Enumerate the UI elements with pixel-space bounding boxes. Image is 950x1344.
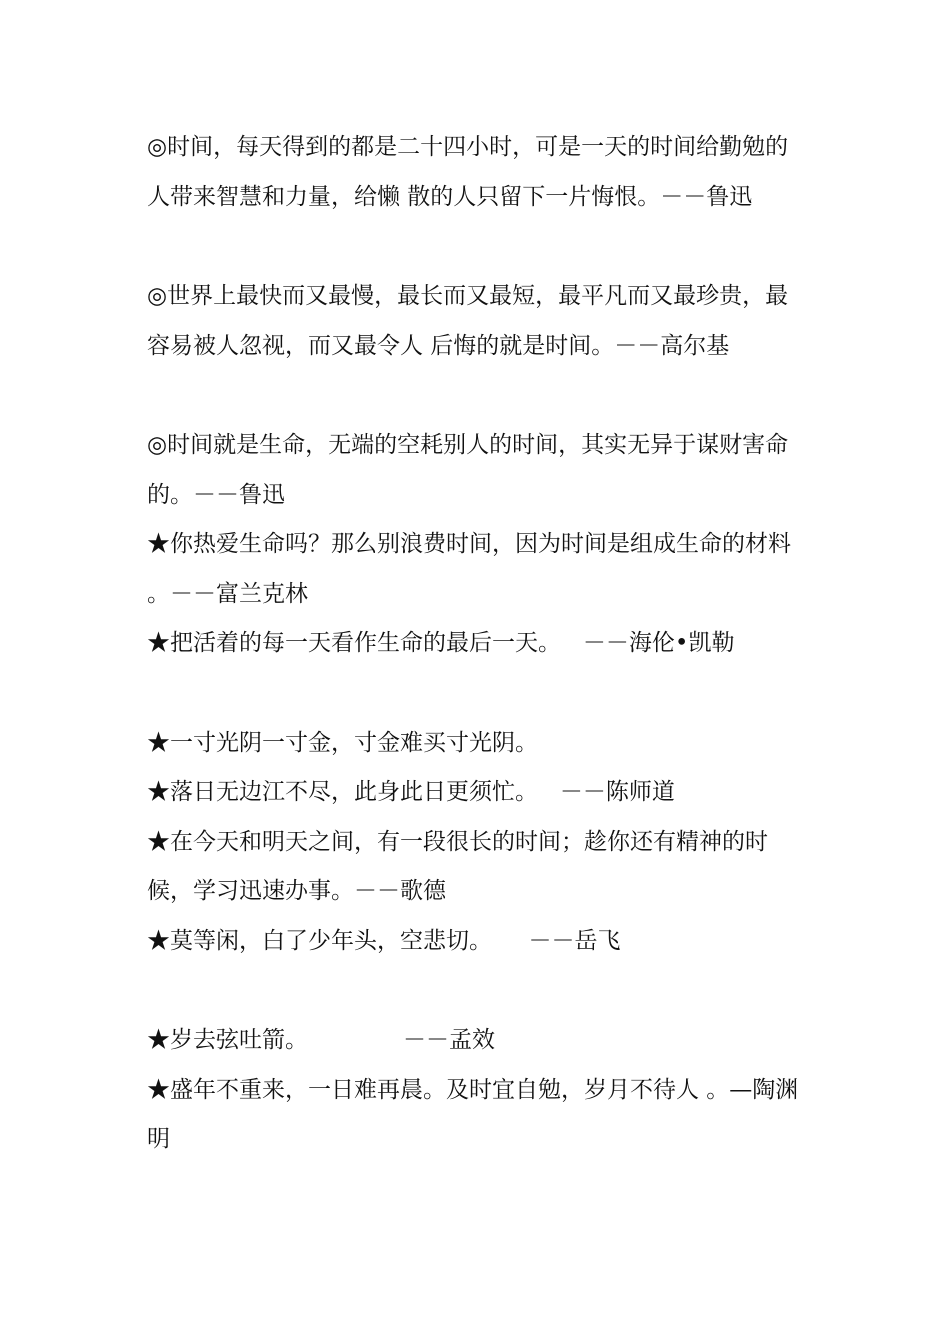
quote-inch-of-time: ★一寸光阴一寸金，寸金难买寸光阴。 (147, 729, 538, 756)
quote-tao-yuanming: ★盛年不重来，一日难再晨。及时宜自勉，岁月不待人 。—陶渊明 (147, 1076, 799, 1152)
quote-gorky-time: ◎世界上最快而又最慢，最长而又最短，最平凡而又最珍贵，最容易被人忽视，而又最令人 后悔的就是时间。－－高尔基 (147, 283, 789, 359)
quote-lu-xun-time: ◎时间，每天得到的都是二十四小时，可是一天的时间给勤勉的人带来智慧和力量，给懒 散的人只留下一片悔恨。－－鲁迅 (147, 134, 789, 210)
quote-meng-xiao: ★岁去弦吐箭。 －－孟效 (147, 1027, 496, 1053)
quote-goethe: ★在今天和明天之间，有一段很长的时间；趁你还有精神的时候，学习迅速办事。－－歌德 (147, 828, 768, 904)
quote-helen-keller: ★把活着的每一天看作生命的最后一天。 －－海伦•凯勒 (147, 630, 735, 656)
quote-lu-xun-life: ◎时间就是生命，无端的空耗别人的时间，其实无异于谋财害命的。－－鲁迅 (147, 432, 789, 508)
blank-line (147, 966, 809, 1016)
quote-list (147, 123, 809, 1165)
quote-chen-shidao: ★落日无边江不尽，此身此日更须忙。 －－陈师道 (147, 779, 675, 805)
blank-line (147, 222, 809, 272)
blank-line (147, 371, 809, 421)
blank-line (147, 669, 809, 719)
quote-franklin: ★你热爱生命吗？那么别浪费时间，因为时间是组成生命的材料 。－－富兰克林 (147, 531, 799, 607)
quote-yue-fei: ★莫等闲，白了少年头，空悲切。 －－岳飞 (147, 927, 621, 954)
